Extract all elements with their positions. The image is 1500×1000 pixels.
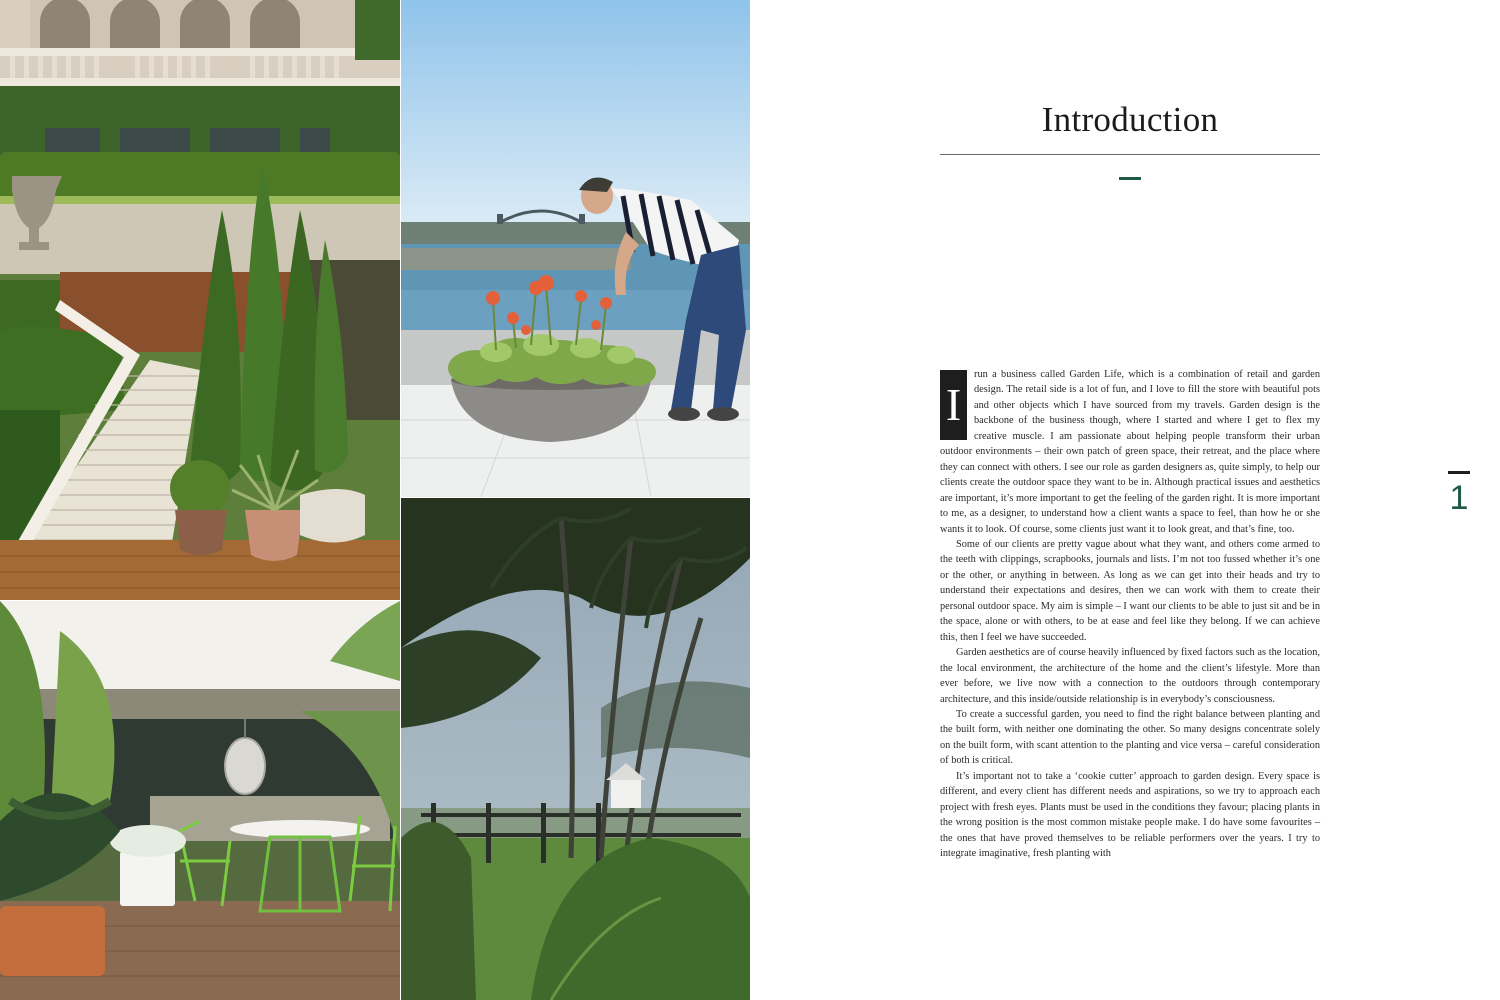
chapter-number: 1: [1449, 479, 1469, 517]
paragraph: Some of our clients are pretty vague about what they want, and others come armed to the teeth with clippings, scrapbooks, journals and lists. I’m not too fussed whether it’s one or the other, or anything in between. As long as we can get into their heads and try to understand their expectations and desires, then we can work with them to create their personal outdoor space. My aim is simple – I want our clients to be able to just sit and be in the space, alone or with others, to be at ease and feel like they belong. If we can achieve this, then I feel we have succeeded.: [940, 538, 1320, 643]
paragraph: To create a successful garden, you need to find the right balance between planting and the built form, with neither one dominating the other. So many designs concentrate solely on the built form, with scant attention to the planting and vice versa – careful consideration of both is critical.: [940, 708, 1320, 767]
chapter-marker-bar: [1448, 471, 1470, 474]
photo-misty-garden-palms: [401, 498, 750, 1000]
photo-courtyard-table: [0, 601, 400, 1000]
photo-terrace-staircase: [0, 0, 400, 600]
harbour-illustration: [401, 0, 750, 497]
paragraph-text: run a business called Garden Life, which is a combination of retail and garden design. The retail side is a lot of fun, and I love to fill the store with beautiful pots and other objects which I have sourced from my travels. Garden design is the backbone of the business though, where I started and where I get to flex my creative muscle. I am passionate about helping people transform their urban outdoor environments – their own patch of green space, their retreat, and the place where they can connect with others. I see our role as garden designers as, quite simply, to help our clients create the outdoor space they want to be in. Although practical issues and aesthetics are important, it’s more important to get the feeling of the garden right. It is more important to me, as a designer, to understand how a client wants a space to feel, than how he or she wants it to look. Of course, some clients just want it to look great, and that’s fine, too.: [940, 369, 1320, 535]
paragraph: It’s important not to take a ‘cookie cutter’ approach to garden design. Every space is different, and every client has different needs and aspirations, so we try to approach each project with fresh eyes. Plants must be used in the conditions they favour; placing plants in the wrong position is the most common mistake people make. I do have some favourites – the ones that have proved themselves to be reliable performers over the years. I try to integrate imaginative, fresh planting with: [940, 770, 1320, 860]
body-text: [940, 367, 1320, 862]
terrace-illustration: [0, 0, 400, 600]
courtyard-illustration: [0, 601, 400, 1000]
title-accent-bar: [1119, 177, 1141, 180]
title-divider: [940, 154, 1320, 155]
photo-man-succulent-bowl: [401, 0, 750, 497]
paragraph: [940, 367, 1320, 537]
misty-garden-illustration: [401, 498, 750, 1000]
page-title: Introduction: [1041, 100, 1219, 139]
paragraph: Garden aesthetics are of course heavily influenced by fixed factors such as the location, the local environment, the architecture of the home and the client’s lifestyle. More than ever before, we live now with a connection to the outdoors through contemporary architecture, and this inside/outside relationship is in everybody’s consciousness.: [940, 647, 1320, 705]
drop-cap: I: [940, 370, 967, 440]
